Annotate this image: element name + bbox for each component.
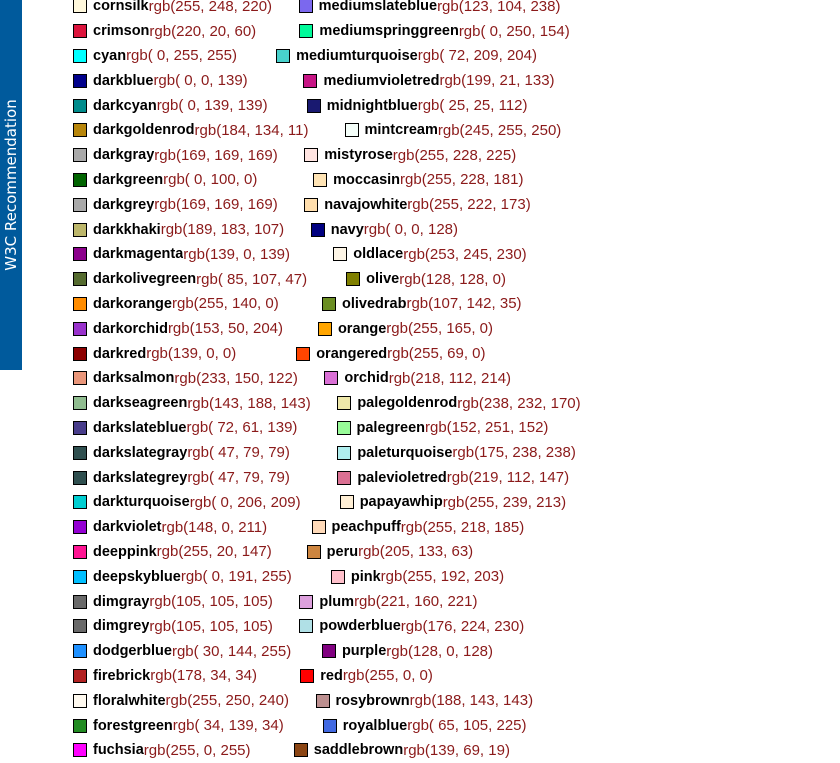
- color-rgb-value: rgb(139, 0, 139): [183, 245, 291, 263]
- color-rgb-value: rgb(199, 21, 133): [439, 72, 555, 90]
- color-swatch-deeppink: [73, 545, 87, 559]
- color-name: darkgrey: [93, 196, 155, 213]
- color-row: [73, 19, 599, 44]
- color-name: orangered: [316, 345, 388, 362]
- color-row: [73, 217, 599, 242]
- color-name: darkmagenta: [93, 246, 184, 263]
- color-swatch-darkslateblue: [73, 421, 87, 435]
- color-swatch-darkgray: [73, 148, 87, 162]
- color-row: [73, 688, 599, 713]
- color-swatch-darkslategray: [73, 446, 87, 460]
- color-swatch-paleturquoise: [337, 446, 351, 460]
- color-swatch-pink: [331, 570, 345, 584]
- color-name: mintcream: [364, 122, 438, 139]
- color-rgb-value: rgb(255, 250, 240): [165, 692, 289, 710]
- color-row: [73, 713, 599, 738]
- color-swatch-darkcyan: [73, 99, 87, 113]
- color-rgb-value: rgb(255, 0, 255): [143, 741, 251, 759]
- color-rgb-value: rgb(139, 69, 19): [403, 741, 510, 759]
- color-row: [73, 192, 599, 217]
- color-rgb-value: rgb(219, 112, 147): [446, 469, 570, 487]
- color-rgb-value: rgb( 72, 61, 139): [186, 419, 298, 437]
- color-swatch-darkslategrey: [73, 471, 87, 485]
- color-keywords-table: [73, 0, 599, 763]
- color-name: mediumslateblue: [318, 0, 438, 15]
- color-name: darkviolet: [93, 519, 162, 536]
- color-name: purple: [341, 643, 387, 660]
- color-rgb-value: rgb( 0, 100, 0): [163, 171, 258, 189]
- color-row: [73, 68, 599, 93]
- color-row: [73, 540, 599, 565]
- color-row: [73, 168, 599, 193]
- color-name: floralwhite: [93, 692, 166, 709]
- color-swatch-darkturquoise: [73, 495, 87, 509]
- color-rgb-value: rgb(152, 251, 152): [425, 419, 549, 437]
- color-name: olivedrab: [341, 295, 407, 312]
- color-name: peachpuff: [331, 519, 401, 536]
- color-rgb-value: rgb(220, 20, 60): [149, 22, 257, 40]
- color-swatch-midnightblue: [307, 99, 321, 113]
- color-row: [73, 0, 599, 19]
- color-swatch-olivedrab: [322, 297, 336, 311]
- color-row: [73, 366, 599, 391]
- color-rgb-value: rgb( 30, 144, 255): [171, 642, 292, 660]
- color-swatch-powderblue: [299, 619, 313, 633]
- color-swatch-deepskyblue: [73, 570, 87, 584]
- color-row: [73, 440, 599, 465]
- color-swatch-dimgrey: [73, 619, 87, 633]
- color-rgb-value: rgb( 47, 79, 79): [187, 444, 290, 462]
- color-rgb-value: rgb(218, 112, 214): [388, 369, 512, 387]
- color-name: rosybrown: [335, 692, 410, 709]
- color-swatch-floralwhite: [73, 694, 87, 708]
- color-name: darksalmon: [93, 370, 175, 387]
- color-name: dimgrey: [93, 618, 150, 635]
- color-rgb-value: rgb( 47, 79, 79): [187, 469, 290, 487]
- color-swatch-papayawhip: [340, 495, 354, 509]
- color-rgb-value: rgb(184, 134, 11): [194, 121, 309, 139]
- color-rgb-value: rgb(178, 34, 34): [150, 667, 257, 685]
- color-name: fuchsia: [93, 742, 144, 759]
- color-swatch-cyan: [73, 49, 87, 63]
- color-name: olive: [366, 271, 400, 288]
- color-row: [73, 118, 599, 143]
- color-name: deepskyblue: [93, 568, 181, 585]
- color-rgb-value: rgb( 85, 107, 47): [196, 270, 308, 288]
- color-row: [73, 515, 599, 540]
- color-swatch-darkolivegreen: [73, 272, 87, 286]
- color-rgb-value: rgb( 0, 255, 255): [126, 47, 237, 65]
- color-name: palevioletred: [357, 469, 447, 486]
- color-rgb-value: rgb( 0, 206, 209): [189, 493, 301, 511]
- color-rgb-value: rgb( 0, 0, 139): [153, 72, 248, 90]
- color-rgb-value: rgb( 65, 105, 225): [407, 717, 527, 734]
- color-rgb-value: rgb( 0, 250, 154): [458, 22, 570, 40]
- color-rgb-value: rgb(175, 238, 238): [452, 444, 576, 462]
- color-rgb-value: rgb( 0, 0, 128): [363, 221, 458, 239]
- color-rgb-value: rgb(188, 143, 143): [409, 692, 534, 710]
- color-row: [73, 465, 599, 490]
- color-swatch-darkblue: [73, 74, 87, 88]
- color-name: darkturquoise: [93, 494, 190, 511]
- color-rgb-value: rgb(255, 140, 0): [171, 295, 279, 313]
- color-rgb-value: rgb(255, 222, 173): [407, 196, 531, 214]
- color-name: darkolivegreen: [93, 271, 197, 288]
- color-name: peru: [326, 543, 359, 560]
- color-row: [73, 639, 599, 664]
- color-name: crimson: [93, 23, 150, 40]
- color-rgb-value: rgb(176, 224, 230): [400, 617, 525, 635]
- color-rgb-value: rgb(255, 20, 147): [156, 543, 272, 561]
- color-rgb-value: rgb(148, 0, 211): [161, 518, 268, 536]
- color-rgb-value: rgb(255, 69, 0): [387, 345, 486, 363]
- color-rgb-value: rgb(255, 192, 203): [380, 568, 505, 586]
- color-rgb-value: rgb( 0, 191, 255): [180, 568, 292, 586]
- color-name: darkorchid: [93, 320, 168, 337]
- color-row: [73, 341, 599, 366]
- color-rgb-value: rgb(107, 142, 35): [406, 295, 522, 313]
- color-name: darkgoldenrod: [93, 122, 195, 139]
- color-row: [73, 614, 599, 639]
- color-rgb-value: rgb(255, 0, 0): [342, 667, 433, 685]
- color-swatch-saddlebrown: [294, 743, 308, 757]
- color-name: palegreen: [356, 419, 425, 436]
- color-name: pink: [350, 568, 381, 585]
- color-swatch-moccasin: [313, 173, 327, 187]
- color-rgb-value: rgb( 25, 25, 112): [417, 97, 528, 115]
- color-name: cyan: [93, 47, 127, 64]
- color-row: [73, 316, 599, 341]
- color-row: [73, 416, 599, 441]
- color-name: orchid: [344, 370, 389, 387]
- color-rgb-value: rgb(238, 232, 170): [457, 394, 581, 412]
- color-name: dodgerblue: [93, 643, 172, 660]
- color-name: navy: [330, 221, 364, 238]
- color-row: [73, 738, 599, 763]
- color-rgb-value: rgb(128, 128, 0): [399, 270, 506, 288]
- color-swatch-darkorange: [73, 297, 87, 311]
- color-swatch-royalblue: [323, 719, 337, 733]
- color-row: [73, 490, 599, 515]
- color-swatch-darksalmon: [73, 371, 87, 385]
- color-row: [73, 44, 599, 69]
- color-rgb-value: rgb( 34, 139, 34): [172, 717, 284, 734]
- color-name: oldlace: [353, 246, 404, 263]
- color-swatch-dodgerblue: [73, 644, 87, 658]
- color-swatch-cornsilk: [73, 0, 87, 13]
- color-name: dimgray: [93, 593, 150, 610]
- color-rgb-value: rgb(123, 104, 238): [437, 0, 561, 15]
- color-name: cornsilk: [93, 0, 149, 15]
- color-name: darkseagreen: [93, 395, 188, 412]
- color-row: [73, 143, 599, 168]
- color-swatch-palevioletred: [337, 471, 351, 485]
- color-name: darkslateblue: [93, 419, 187, 436]
- w3c-recommendation-label: W3C Recommendation: [2, 99, 20, 271]
- color-name: mediumvioletred: [323, 72, 440, 89]
- color-row: [73, 292, 599, 317]
- color-swatch-orange: [318, 322, 332, 336]
- color-rgb-value: rgb( 72, 209, 204): [417, 47, 537, 65]
- color-swatch-darkgreen: [73, 173, 87, 187]
- color-swatch-darkseagreen: [73, 396, 87, 410]
- color-swatch-mediumslateblue: [299, 0, 313, 13]
- w3c-recommendation-tab[interactable]: [0, 0, 22, 370]
- color-rgb-value: rgb(255, 165, 0): [386, 320, 494, 338]
- color-rgb-value: rgb(255, 248, 220): [148, 0, 273, 15]
- color-swatch-olive: [346, 272, 360, 286]
- color-swatch-navajowhite: [304, 198, 318, 212]
- color-swatch-navy: [311, 223, 325, 237]
- color-rgb-value: rgb(255, 218, 185): [400, 518, 525, 536]
- color-swatch-mediumvioletred: [303, 74, 317, 88]
- color-name: papayawhip: [359, 494, 443, 511]
- color-swatch-darkorchid: [73, 322, 87, 336]
- color-swatch-darkgoldenrod: [73, 123, 87, 137]
- color-rgb-value: rgb(253, 245, 230): [403, 245, 527, 263]
- color-name: darkgreen: [93, 171, 164, 188]
- color-swatch-darkmagenta: [73, 247, 87, 261]
- color-name: darkkhaki: [93, 221, 161, 238]
- color-rgb-value: rgb(221, 160, 221): [354, 593, 478, 611]
- color-swatch-peru: [307, 545, 321, 559]
- color-name: darkslategray: [93, 444, 188, 461]
- color-name: powderblue: [319, 618, 401, 635]
- color-swatch-plum: [299, 595, 313, 609]
- color-name: darkblue: [93, 72, 154, 89]
- color-swatch-dimgray: [73, 595, 87, 609]
- color-name: firebrick: [93, 667, 151, 684]
- color-name: darkgray: [93, 147, 155, 164]
- color-name: moccasin: [333, 171, 401, 188]
- color-rgb-value: rgb(128, 0, 128): [386, 642, 494, 660]
- color-swatch-purple: [322, 644, 336, 658]
- color-name: mistyrose: [324, 147, 393, 164]
- color-rgb-value: rgb(255, 228, 225): [392, 146, 517, 164]
- color-name: deeppink: [93, 543, 157, 560]
- color-swatch-mediumturquoise: [276, 49, 290, 63]
- color-rgb-value: rgb( 0, 139, 139): [156, 97, 268, 115]
- color-rgb-value: rgb(105, 105, 105): [149, 593, 273, 611]
- color-swatch-crimson: [73, 24, 87, 38]
- color-swatch-darkviolet: [73, 520, 87, 534]
- color-name: paleturquoise: [357, 444, 453, 461]
- color-swatch-oldlace: [333, 247, 347, 261]
- color-name: darkcyan: [93, 97, 157, 114]
- color-row: [73, 391, 599, 416]
- color-swatch-forestgreen: [73, 719, 87, 733]
- color-rgb-value: rgb(169, 169, 169): [154, 146, 278, 164]
- color-swatch-palegreen: [337, 421, 351, 435]
- color-rgb-value: rgb(139, 0, 0): [146, 345, 237, 363]
- color-name: navajowhite: [324, 196, 408, 213]
- color-rgb-value: rgb(189, 183, 107): [160, 221, 285, 239]
- color-name: red: [320, 667, 343, 684]
- color-name: midnightblue: [326, 97, 418, 114]
- color-swatch-mistyrose: [304, 148, 318, 162]
- color-row: [73, 564, 599, 589]
- color-swatch-darkkhaki: [73, 223, 87, 237]
- color-rgb-value: rgb(143, 188, 143): [187, 394, 311, 412]
- color-swatch-darkgrey: [73, 198, 87, 212]
- color-name: saddlebrown: [313, 742, 404, 759]
- color-rgb-value: rgb(245, 255, 250): [437, 121, 562, 139]
- color-swatch-palegoldenrod: [337, 396, 351, 410]
- color-swatch-mintcream: [345, 123, 359, 137]
- color-rgb-value: rgb(105, 105, 105): [149, 617, 273, 635]
- color-rgb-value: rgb(255, 228, 181): [400, 171, 524, 189]
- color-name: palegoldenrod: [357, 395, 458, 412]
- color-rgb-value: rgb(205, 133, 63): [358, 543, 474, 561]
- color-name: darkorange: [93, 295, 172, 312]
- color-swatch-fuchsia: [73, 743, 87, 757]
- color-swatch-firebrick: [73, 669, 87, 683]
- color-swatch-orchid: [324, 371, 338, 385]
- color-rgb-value: rgb(153, 50, 204): [167, 320, 284, 338]
- color-swatch-peachpuff: [312, 520, 326, 534]
- color-row: [73, 589, 599, 614]
- color-swatch-orangered: [296, 347, 310, 361]
- color-name: forestgreen: [93, 717, 173, 734]
- color-row: [73, 242, 599, 267]
- color-swatch-darkred: [73, 347, 87, 361]
- color-rgb-value: rgb(169, 169, 169): [154, 196, 278, 214]
- color-swatch-mediumspringgreen: [299, 24, 313, 38]
- color-row: [73, 93, 599, 118]
- color-name: mediumturquoise: [296, 47, 418, 64]
- color-name: darkred: [93, 345, 147, 362]
- color-rgb-value: rgb(255, 239, 213): [442, 493, 567, 511]
- color-rgb-value: rgb(233, 150, 122): [174, 369, 298, 387]
- color-name: darkslategrey: [93, 469, 188, 486]
- color-name: mediumspringgreen: [319, 23, 459, 40]
- color-name: plum: [319, 593, 355, 610]
- color-name: orange: [337, 320, 387, 337]
- color-row: [73, 664, 599, 689]
- color-swatch-red: [300, 669, 314, 683]
- color-swatch-rosybrown: [316, 694, 330, 708]
- color-name: royalblue: [342, 717, 408, 734]
- color-row: [73, 267, 599, 292]
